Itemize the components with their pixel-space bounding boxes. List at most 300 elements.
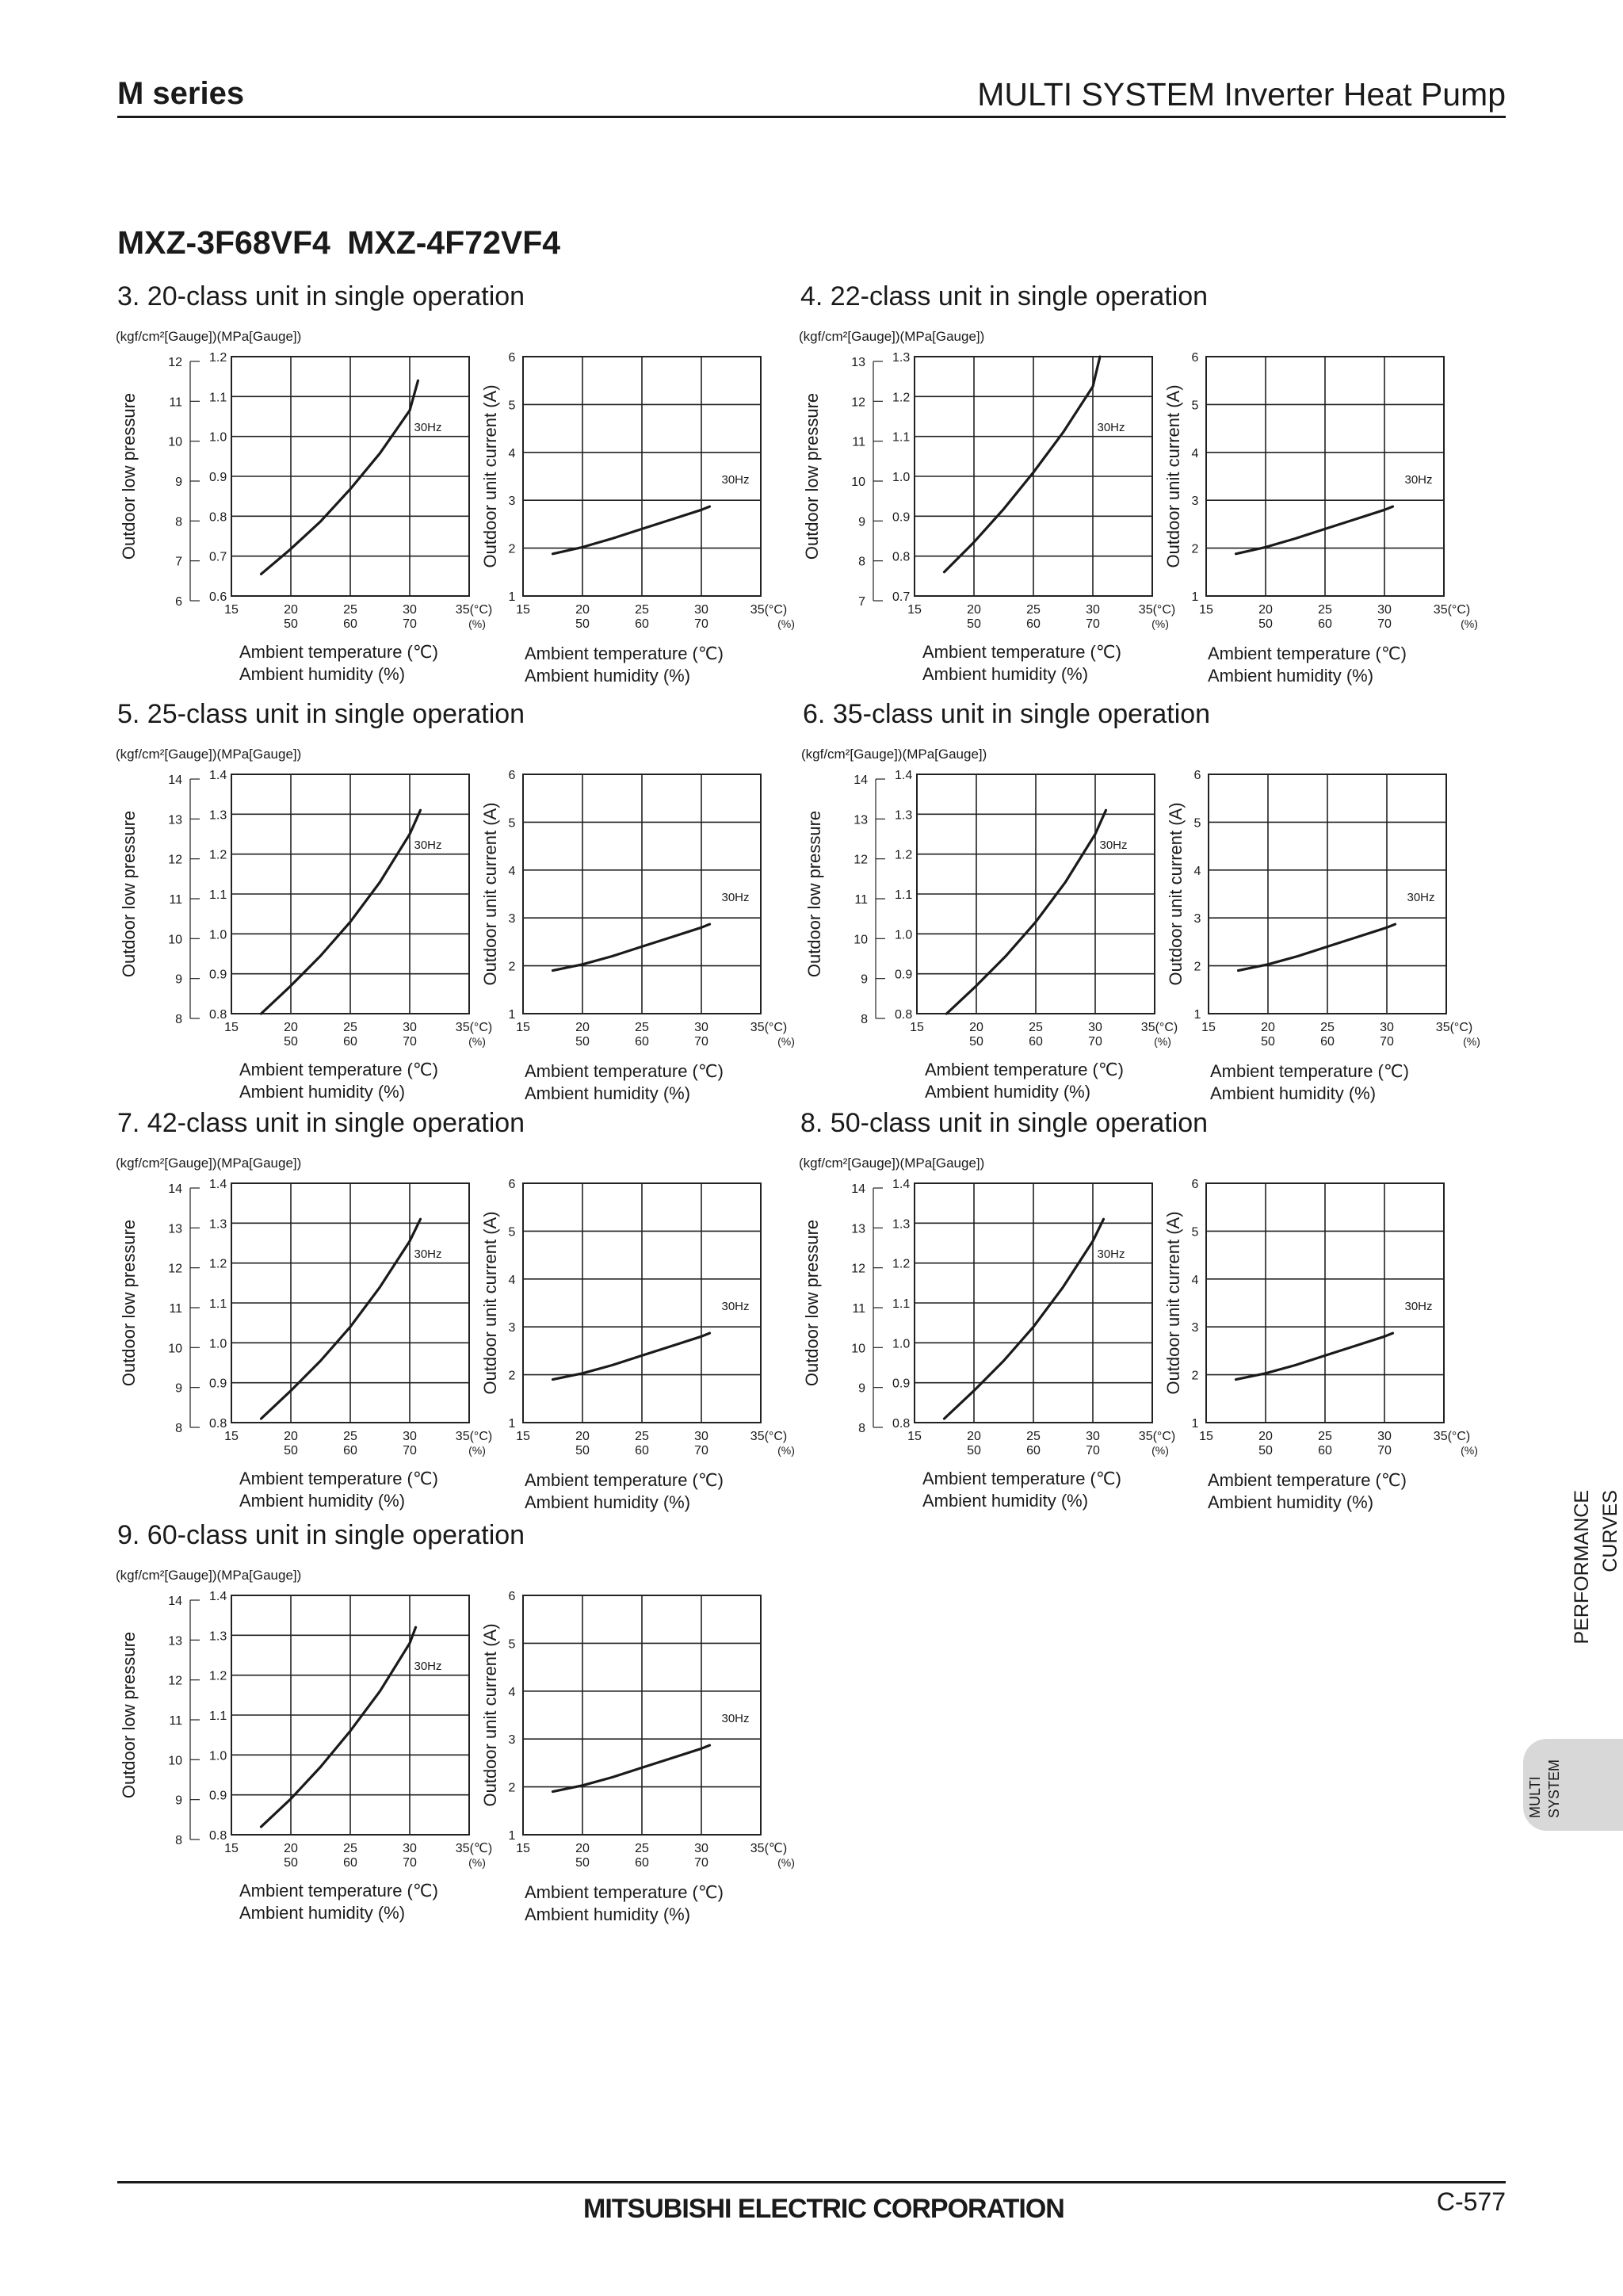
current-x-tick-label: 20 bbox=[575, 1430, 590, 1443]
current-tick-label: 3 bbox=[508, 495, 516, 509]
kgf-tick-label: 11 bbox=[169, 1714, 182, 1728]
performance-chart-s7 bbox=[0, 1108, 795, 1512]
mpa-tick-label: 1.3 bbox=[209, 1217, 227, 1232]
pressure-x-axis-label: Ambient temperature (℃) bbox=[922, 1469, 1121, 1488]
current-axis-label: Outdoor unit current (A) bbox=[480, 384, 500, 568]
mpa-tick-label: 0.8 bbox=[895, 1008, 913, 1022]
current-x-tick-label: 25 bbox=[635, 603, 649, 617]
mpa-tick-label: 1.4 bbox=[209, 1590, 227, 1603]
pressure-x-tick-label: 15 bbox=[907, 1430, 922, 1443]
current-tick-label: 1 bbox=[1191, 1417, 1199, 1431]
current-axis-label: Outdoor unit current (A) bbox=[480, 1211, 500, 1395]
kgf-tick-label: 14 bbox=[168, 774, 182, 787]
current-x-axis-label: Ambient temperature (℃) bbox=[525, 1061, 724, 1081]
kgf-tick-label: 9 bbox=[858, 515, 865, 529]
mpa-tick-label: 1.2 bbox=[895, 848, 913, 862]
current-chart bbox=[1166, 769, 1480, 1103]
current-tick-label: 4 bbox=[508, 446, 516, 460]
current-series-label: 30Hz bbox=[721, 1300, 750, 1313]
kgf-tick-label: 10 bbox=[168, 933, 182, 947]
mpa-tick-label: 1.1 bbox=[209, 1710, 227, 1723]
performance-chart-s4 bbox=[683, 281, 1478, 686]
current-tick-label: 1 bbox=[1191, 590, 1199, 604]
mpa-tick-label: 0.7 bbox=[892, 590, 911, 604]
pressure-x-tick-label: 15 bbox=[907, 603, 922, 617]
current-humidity-tick-label: 50 bbox=[575, 1444, 590, 1457]
current-x-tick-label: 15 bbox=[516, 1021, 530, 1034]
current-x-axis-label: Ambient temperature (℃) bbox=[525, 1470, 724, 1490]
mpa-tick-label: 0.9 bbox=[209, 1377, 227, 1391]
pressure-chart bbox=[119, 769, 492, 1102]
current-x-axis-label: Ambient temperature (℃) bbox=[525, 1882, 724, 1902]
current-x-tick-label: 15 bbox=[516, 603, 530, 617]
mpa-tick-label: 0.8 bbox=[209, 1417, 227, 1431]
pressure-chart bbox=[119, 1178, 492, 1511]
current-tick-label: 5 bbox=[1191, 399, 1199, 413]
document-title: MULTI SYSTEM Inverter Heat Pump bbox=[977, 76, 1506, 113]
current-tick-label: 5 bbox=[508, 399, 516, 413]
current-tick-label: 2 bbox=[1193, 960, 1201, 974]
mpa-tick-label: 1.4 bbox=[209, 769, 227, 782]
current-x-tick-label: 35(°C) bbox=[750, 603, 788, 617]
mpa-tick-label: 1.2 bbox=[209, 848, 227, 862]
pressure-x-tick-label: 20 bbox=[284, 603, 298, 617]
current-x-tick-label: 25 bbox=[635, 1842, 649, 1855]
pressure-x-tick-label: 35(℃) bbox=[455, 1842, 493, 1855]
current-x-tick-label: 30 bbox=[694, 1430, 708, 1443]
current-x-tick-label: 35(°C) bbox=[1435, 1021, 1473, 1034]
kgf-tick-label: 12 bbox=[851, 1262, 865, 1276]
pressure-humidity-tick-label: 60 bbox=[343, 617, 357, 631]
current-tick-label: 3 bbox=[1191, 1321, 1199, 1335]
pressure-humidity-axis-label: Ambient humidity (%) bbox=[239, 1082, 406, 1102]
pressure-humidity-tick-label: (%) bbox=[1154, 1035, 1171, 1048]
pressure-x-tick-label: 15 bbox=[224, 1430, 239, 1443]
pressure-humidity-tick-label: 50 bbox=[284, 617, 298, 631]
pressure-x-tick-label: 15 bbox=[224, 603, 239, 617]
current-humidity-axis-label: Ambient humidity (%) bbox=[525, 1083, 691, 1103]
performance-chart-s5 bbox=[0, 699, 795, 1103]
current-tick-label: 5 bbox=[1191, 1225, 1199, 1240]
current-tick-label: 5 bbox=[1193, 816, 1201, 831]
pressure-humidity-tick-label: 70 bbox=[1086, 617, 1100, 631]
current-tick-label: 4 bbox=[508, 1685, 516, 1699]
current-humidity-tick-label: (%) bbox=[777, 1444, 795, 1457]
performance-chart-s3 bbox=[0, 281, 795, 686]
mpa-tick-label: 1.2 bbox=[892, 1257, 911, 1271]
current-humidity-tick-label: 50 bbox=[575, 1856, 590, 1870]
current-x-tick-label: 15 bbox=[516, 1430, 530, 1443]
performance-chart-s8 bbox=[683, 1108, 1478, 1512]
current-tick-label: 5 bbox=[508, 1225, 516, 1240]
footer-rule bbox=[117, 2181, 1506, 2183]
kgf-tick-label: 11 bbox=[169, 893, 182, 907]
current-series-label: 30Hz bbox=[721, 891, 750, 904]
pressure-x-tick-label: 35(°C) bbox=[455, 1430, 493, 1443]
kgf-tick-label: 8 bbox=[175, 1834, 182, 1847]
pressure-unit-label: (kgf/cm²[Gauge])(MPa[Gauge]) bbox=[801, 747, 987, 762]
pressure-humidity-tick-label: 50 bbox=[967, 1444, 981, 1457]
pressure-humidity-tick-label: (%) bbox=[468, 617, 486, 630]
pressure-x-tick-label: 35(°C) bbox=[455, 1021, 493, 1034]
current-tick-label: 3 bbox=[1193, 912, 1201, 926]
mpa-tick-label: 1.3 bbox=[209, 808, 227, 823]
current-x-tick-label: 25 bbox=[635, 1021, 649, 1034]
pressure-humidity-tick-label: (%) bbox=[1151, 1444, 1169, 1457]
current-tick-label: 5 bbox=[508, 1637, 516, 1652]
pressure-series-label: 30Hz bbox=[1097, 1247, 1125, 1261]
mpa-tick-label: 1.2 bbox=[892, 391, 911, 405]
pressure-x-tick-label: 20 bbox=[284, 1842, 298, 1855]
current-x-tick-label: 20 bbox=[575, 603, 590, 617]
current-series-label: 30Hz bbox=[721, 1712, 750, 1725]
current-x-tick-label: 35(°C) bbox=[1433, 603, 1471, 617]
kgf-tick-label: 11 bbox=[169, 395, 182, 410]
current-humidity-tick-label: 50 bbox=[1258, 1444, 1273, 1457]
kgf-tick-label: 9 bbox=[858, 1381, 865, 1396]
kgf-tick-label: 14 bbox=[168, 1182, 182, 1196]
pressure-x-tick-label: 25 bbox=[343, 1430, 357, 1443]
pressure-x-tick-label: 25 bbox=[343, 1842, 357, 1855]
current-x-tick-label: 25 bbox=[1318, 1430, 1332, 1443]
current-x-tick-label: 15 bbox=[1199, 603, 1213, 617]
pressure-x-axis-label: Ambient temperature (℃) bbox=[239, 1881, 438, 1901]
mpa-tick-label: 1.2 bbox=[209, 351, 227, 365]
pressure-x-axis-label: Ambient temperature (℃) bbox=[925, 1060, 1124, 1079]
pressure-axis-label: Outdoor low pressure bbox=[119, 810, 139, 978]
current-x-tick-label: 20 bbox=[1258, 1430, 1273, 1443]
current-humidity-tick-label: 70 bbox=[694, 1856, 708, 1870]
pressure-humidity-tick-label: 70 bbox=[1086, 1444, 1100, 1457]
pressure-axis-label: Outdoor low pressure bbox=[802, 392, 822, 560]
pressure-humidity-tick-label: 70 bbox=[403, 617, 417, 631]
kgf-tick-label: 9 bbox=[175, 972, 182, 987]
pressure-series-label: 30Hz bbox=[1099, 839, 1128, 852]
pressure-chart bbox=[802, 1178, 1175, 1511]
kgf-tick-label: 8 bbox=[175, 515, 182, 529]
mpa-tick-label: 0.6 bbox=[209, 590, 227, 604]
current-humidity-tick-label: 70 bbox=[1377, 1444, 1392, 1457]
kgf-tick-label: 12 bbox=[168, 1262, 182, 1276]
section-title: 4. 22-class unit in single operation bbox=[800, 281, 1209, 311]
mpa-tick-label: 1.0 bbox=[209, 1337, 227, 1351]
current-tick-label: 6 bbox=[1191, 1178, 1199, 1191]
current-humidity-tick-label: (%) bbox=[777, 617, 795, 630]
current-curve-30hz bbox=[1236, 1333, 1393, 1380]
current-axis-label: Outdoor unit current (A) bbox=[1166, 802, 1186, 986]
current-tick-label: 4 bbox=[508, 1273, 516, 1287]
kgf-tick-label: 7 bbox=[175, 555, 182, 569]
pressure-humidity-tick-label: 60 bbox=[343, 1035, 357, 1049]
current-x-tick-label: 35(°C) bbox=[750, 1021, 788, 1034]
current-humidity-tick-label: 50 bbox=[575, 1035, 590, 1049]
mpa-tick-label: 1.0 bbox=[895, 928, 913, 942]
current-tick-label: 2 bbox=[1191, 1369, 1199, 1383]
current-tick-label: 4 bbox=[1193, 864, 1201, 878]
current-humidity-axis-label: Ambient humidity (%) bbox=[1210, 1083, 1377, 1103]
mpa-tick-label: 1.3 bbox=[892, 351, 911, 365]
pressure-axis-label: Outdoor low pressure bbox=[804, 810, 824, 978]
mpa-tick-label: 1.0 bbox=[892, 471, 911, 484]
current-humidity-tick-label: (%) bbox=[777, 1856, 795, 1869]
current-tick-label: 3 bbox=[508, 912, 516, 926]
pressure-curve-30hz bbox=[945, 357, 1101, 572]
current-x-axis-label: Ambient temperature (℃) bbox=[1208, 644, 1407, 663]
current-humidity-tick-label: 60 bbox=[635, 617, 649, 631]
pressure-humidity-tick-label: 50 bbox=[284, 1035, 298, 1049]
current-humidity-tick-label: 50 bbox=[575, 617, 590, 631]
current-humidity-axis-label: Ambient humidity (%) bbox=[525, 1904, 691, 1924]
mpa-tick-label: 0.9 bbox=[892, 1377, 911, 1391]
kgf-tick-label: 13 bbox=[168, 813, 182, 827]
current-tick-label: 6 bbox=[508, 1178, 516, 1191]
current-humidity-tick-label: 60 bbox=[635, 1035, 649, 1049]
section-title: 7. 42-class unit in single operation bbox=[117, 1108, 525, 1138]
current-x-tick-label: 30 bbox=[1377, 603, 1392, 617]
pressure-x-tick-label: 30 bbox=[1088, 1021, 1102, 1034]
current-axis-label: Outdoor unit current (A) bbox=[480, 1623, 500, 1807]
current-x-tick-label: 20 bbox=[575, 1842, 590, 1855]
mpa-tick-label: 1.0 bbox=[209, 928, 227, 942]
pressure-humidity-tick-label: (%) bbox=[468, 1444, 486, 1457]
mpa-tick-label: 1.0 bbox=[209, 1749, 227, 1763]
current-humidity-tick-label: 50 bbox=[1258, 617, 1273, 631]
pressure-chart bbox=[804, 769, 1178, 1102]
kgf-tick-label: 8 bbox=[858, 1422, 865, 1435]
side-label-performance-curves: PERFORMANCE CURVES bbox=[1571, 1490, 1621, 1645]
pressure-humidity-axis-label: Ambient humidity (%) bbox=[239, 1903, 406, 1923]
current-humidity-axis-label: Ambient humidity (%) bbox=[525, 666, 691, 686]
pressure-x-tick-label: 30 bbox=[403, 1021, 417, 1034]
mpa-tick-label: 1.1 bbox=[892, 1297, 911, 1311]
current-humidity-tick-label: 70 bbox=[694, 617, 708, 631]
kgf-tick-label: 8 bbox=[175, 1422, 182, 1435]
current-series-label: 30Hz bbox=[1404, 1300, 1433, 1313]
kgf-tick-label: 9 bbox=[175, 476, 182, 489]
pressure-x-tick-label: 15 bbox=[224, 1021, 239, 1034]
pressure-x-axis-label: Ambient temperature (℃) bbox=[239, 1060, 438, 1079]
mpa-tick-label: 1.1 bbox=[209, 888, 227, 902]
pressure-humidity-axis-label: Ambient humidity (%) bbox=[239, 1491, 406, 1511]
current-tick-label: 6 bbox=[1191, 351, 1199, 365]
pressure-x-tick-label: 35(°C) bbox=[455, 603, 493, 617]
mpa-tick-label: 0.9 bbox=[209, 1789, 227, 1803]
pressure-humidity-axis-label: Ambient humidity (%) bbox=[922, 664, 1089, 684]
kgf-tick-label: 10 bbox=[851, 476, 865, 489]
current-x-tick-label: 30 bbox=[1380, 1021, 1394, 1034]
current-x-tick-label: 35(°C) bbox=[750, 1430, 788, 1443]
current-tick-label: 1 bbox=[508, 1829, 516, 1843]
current-x-axis-label: Ambient temperature (℃) bbox=[1210, 1061, 1409, 1081]
mpa-tick-label: 1.1 bbox=[209, 1297, 227, 1311]
pressure-humidity-tick-label: 60 bbox=[1029, 1035, 1043, 1049]
current-humidity-tick-label: 60 bbox=[635, 1444, 649, 1457]
pressure-x-tick-label: 30 bbox=[403, 603, 417, 617]
mpa-tick-label: 0.9 bbox=[209, 471, 227, 484]
current-x-tick-label: 25 bbox=[1318, 603, 1332, 617]
kgf-tick-label: 14 bbox=[854, 774, 868, 787]
kgf-tick-label: 8 bbox=[175, 1013, 182, 1026]
kgf-tick-label: 6 bbox=[175, 595, 182, 609]
page-number: C-577 bbox=[1436, 2187, 1506, 2216]
current-tick-label: 3 bbox=[508, 1733, 516, 1748]
current-tick-label: 6 bbox=[1193, 769, 1201, 782]
current-chart bbox=[480, 1590, 795, 1924]
pressure-humidity-tick-label: 70 bbox=[1088, 1035, 1102, 1049]
pressure-humidity-tick-label: 60 bbox=[1026, 1444, 1041, 1457]
mpa-tick-label: 0.8 bbox=[209, 1008, 227, 1022]
pressure-humidity-tick-label: 70 bbox=[403, 1856, 417, 1870]
pressure-x-axis-label: Ambient temperature (℃) bbox=[239, 1469, 438, 1488]
current-humidity-tick-label: 70 bbox=[1380, 1035, 1394, 1049]
pressure-chart bbox=[119, 1590, 492, 1923]
current-humidity-tick-label: (%) bbox=[1463, 1035, 1480, 1048]
current-humidity-axis-label: Ambient humidity (%) bbox=[1208, 1492, 1374, 1512]
series-label: M series bbox=[117, 76, 245, 111]
mpa-tick-label: 1.4 bbox=[895, 769, 913, 782]
kgf-tick-label: 10 bbox=[851, 1342, 865, 1356]
pressure-humidity-tick-label: 60 bbox=[343, 1444, 357, 1457]
kgf-tick-label: 12 bbox=[851, 395, 865, 410]
pressure-series-label: 30Hz bbox=[414, 1247, 442, 1261]
section-tab-label bbox=[1526, 1755, 1590, 1818]
section-title: 8. 50-class unit in single operation bbox=[800, 1108, 1209, 1138]
kgf-tick-label: 13 bbox=[854, 813, 868, 827]
pressure-x-tick-label: 20 bbox=[967, 603, 981, 617]
mpa-tick-label: 1.1 bbox=[895, 888, 913, 902]
pressure-series-label: 30Hz bbox=[414, 839, 442, 852]
current-humidity-tick-label: 70 bbox=[694, 1035, 708, 1049]
current-x-tick-label: 30 bbox=[694, 603, 708, 617]
mpa-tick-label: 0.9 bbox=[209, 968, 227, 982]
current-x-tick-label: 25 bbox=[635, 1430, 649, 1443]
current-x-tick-label: 20 bbox=[1258, 603, 1273, 617]
mpa-tick-label: 1.0 bbox=[209, 430, 227, 445]
kgf-tick-label: 12 bbox=[854, 853, 868, 867]
current-x-tick-label: 15 bbox=[1201, 1021, 1216, 1034]
kgf-tick-label: 11 bbox=[854, 893, 868, 907]
kgf-tick-label: 14 bbox=[851, 1182, 865, 1196]
tab-label-system: SYSTEM bbox=[1546, 1759, 1562, 1818]
pressure-humidity-axis-label: Ambient humidity (%) bbox=[922, 1491, 1089, 1511]
pressure-humidity-tick-label: 70 bbox=[403, 1035, 417, 1049]
pressure-curve-30hz bbox=[262, 380, 418, 574]
current-humidity-tick-label: 60 bbox=[1318, 1444, 1332, 1457]
current-curve-30hz bbox=[1239, 924, 1396, 971]
kgf-tick-label: 11 bbox=[169, 1302, 182, 1316]
current-curve-30hz bbox=[1236, 506, 1393, 554]
mpa-tick-label: 1.3 bbox=[892, 1217, 911, 1232]
current-tick-label: 6 bbox=[508, 1590, 516, 1603]
kgf-tick-label: 12 bbox=[168, 356, 182, 369]
pressure-humidity-tick-label: (%) bbox=[468, 1856, 486, 1869]
current-humidity-tick-label: 60 bbox=[635, 1856, 649, 1870]
kgf-tick-label: 9 bbox=[861, 972, 868, 987]
pressure-chart bbox=[119, 351, 492, 684]
mpa-tick-label: 0.9 bbox=[895, 968, 913, 982]
kgf-tick-label: 8 bbox=[858, 555, 865, 569]
kgf-tick-label: 7 bbox=[858, 595, 865, 609]
kgf-tick-label: 12 bbox=[168, 1674, 182, 1688]
mpa-tick-label: 1.2 bbox=[209, 1669, 227, 1683]
current-x-tick-label: 15 bbox=[1199, 1430, 1213, 1443]
kgf-tick-label: 11 bbox=[852, 435, 865, 449]
pressure-x-tick-label: 30 bbox=[403, 1842, 417, 1855]
kgf-tick-label: 9 bbox=[175, 1381, 182, 1396]
performance-chart-s6 bbox=[685, 699, 1480, 1103]
pressure-x-tick-label: 15 bbox=[224, 1842, 239, 1855]
pressure-x-tick-label: 15 bbox=[910, 1021, 924, 1034]
pressure-unit-label: (kgf/cm²[Gauge])(MPa[Gauge]) bbox=[116, 1156, 302, 1171]
kgf-tick-label: 9 bbox=[175, 1794, 182, 1808]
mpa-tick-label: 0.7 bbox=[209, 550, 227, 564]
current-tick-label: 2 bbox=[508, 1369, 516, 1383]
pressure-x-tick-label: 35(°C) bbox=[1138, 1430, 1176, 1443]
current-axis-label: Outdoor unit current (A) bbox=[1163, 384, 1183, 568]
current-x-tick-label: 25 bbox=[1320, 1021, 1335, 1034]
performance-chart-s9 bbox=[0, 1520, 795, 1924]
pressure-humidity-tick-label: 50 bbox=[284, 1444, 298, 1457]
current-x-tick-label: 35(℃) bbox=[750, 1842, 788, 1855]
header-rule bbox=[117, 116, 1506, 118]
pressure-x-tick-label: 35(°C) bbox=[1138, 603, 1176, 617]
current-tick-label: 2 bbox=[508, 542, 516, 556]
mpa-tick-label: 1.4 bbox=[892, 1178, 911, 1191]
pressure-humidity-axis-label: Ambient humidity (%) bbox=[925, 1082, 1091, 1102]
current-chart bbox=[1163, 1178, 1478, 1512]
current-tick-label: 2 bbox=[508, 1781, 516, 1795]
pressure-curve-30hz bbox=[262, 810, 421, 1014]
section-title: 9. 60-class unit in single operation bbox=[117, 1520, 525, 1550]
current-x-tick-label: 30 bbox=[1377, 1430, 1392, 1443]
kgf-tick-label: 12 bbox=[168, 853, 182, 867]
pressure-x-axis-label: Ambient temperature (℃) bbox=[239, 642, 438, 662]
corporation-name: MITSUBISHI ELECTRIC CORPORATION bbox=[583, 2194, 1064, 2224]
kgf-tick-label: 13 bbox=[168, 1634, 182, 1648]
pressure-x-tick-label: 20 bbox=[284, 1021, 298, 1034]
kgf-tick-label: 14 bbox=[168, 1595, 182, 1608]
pressure-series-label: 30Hz bbox=[414, 421, 442, 434]
pressure-curve-30hz bbox=[945, 1219, 1104, 1419]
current-tick-label: 5 bbox=[508, 816, 516, 831]
current-tick-label: 6 bbox=[508, 769, 516, 782]
pressure-x-tick-label: 20 bbox=[967, 1430, 981, 1443]
kgf-tick-label: 11 bbox=[852, 1302, 865, 1316]
kgf-tick-label: 8 bbox=[861, 1013, 868, 1026]
pressure-x-tick-label: 35(°C) bbox=[1140, 1021, 1178, 1034]
pressure-curve-30hz bbox=[947, 810, 1106, 1014]
current-humidity-tick-label: (%) bbox=[1461, 1444, 1478, 1457]
pressure-x-tick-label: 30 bbox=[1086, 603, 1100, 617]
current-x-axis-label: Ambient temperature (℃) bbox=[525, 644, 724, 663]
current-humidity-tick-label: 70 bbox=[694, 1444, 708, 1457]
pressure-axis-label: Outdoor low pressure bbox=[119, 392, 139, 560]
current-series-label: 30Hz bbox=[1404, 473, 1433, 487]
kgf-tick-label: 13 bbox=[851, 1222, 865, 1236]
current-humidity-tick-label: (%) bbox=[777, 1035, 795, 1048]
pressure-x-tick-label: 25 bbox=[343, 1021, 357, 1034]
current-humidity-axis-label: Ambient humidity (%) bbox=[525, 1492, 691, 1512]
kgf-tick-label: 10 bbox=[168, 1342, 182, 1356]
kgf-tick-label: 10 bbox=[168, 435, 182, 449]
pressure-humidity-tick-label: 60 bbox=[1026, 617, 1041, 631]
current-tick-label: 4 bbox=[1191, 446, 1199, 460]
mpa-tick-label: 0.8 bbox=[892, 1417, 911, 1431]
pressure-x-tick-label: 20 bbox=[284, 1430, 298, 1443]
pressure-unit-label: (kgf/cm²[Gauge])(MPa[Gauge]) bbox=[116, 329, 302, 344]
pressure-humidity-tick-label: 70 bbox=[403, 1444, 417, 1457]
pressure-humidity-tick-label: 50 bbox=[969, 1035, 983, 1049]
